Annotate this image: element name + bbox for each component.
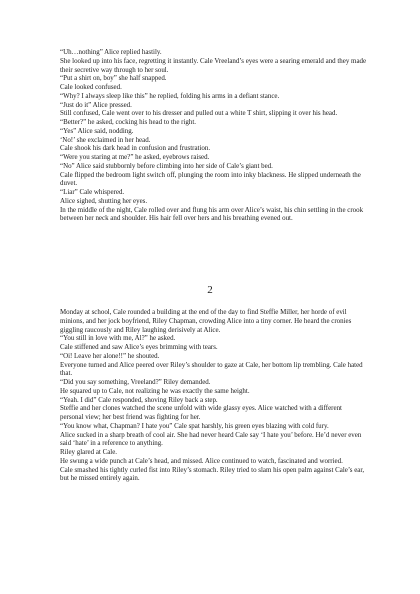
paragraph: Riley glared at Cale. [60, 448, 118, 456]
paragraph: He squared up to Cale, not realizing he was exactly the same height. [60, 386, 250, 395]
paragraph: In the middle of the night, Cale rolled over and flung his arm over Alice’s waist, his chin settling in the crook between her neck and shoulder. His hair fell over hers and his breathing evened out. [60, 205, 364, 223]
paragraph: She looked up into his face, regretting it instantly. Cale Vreeland’s eyes were a searing emerald and they made their secretive way through to her soul. [60, 56, 367, 74]
paragraph: “Were you staring at me?” he asked, eyebrows raised. [60, 153, 210, 161]
paragraph: “Why? I always sleep like this” he replied, folding his arms in a defiant stance. [60, 91, 280, 100]
paragraph: Still confused, Cale went over to his dresser and pulled out a white T shirt, slipping it over his head. [60, 109, 338, 118]
paragraph: Monday at school, Cale rounded a building at the end of the day to find Steffie Miller, her horde of evil minions, and her jock boyfriend, Riley Chapman, crowding Alice into a tiny corner. He heard the cronies giggling raucously and Riley laughing derisively at Alice. [60, 308, 352, 334]
paragraph: “Oi! Leave her alone!!” he shouted. [60, 351, 160, 360]
paragraph: Cale stiffened and saw Alice’s eyes brimming with tears. [60, 343, 218, 351]
paragraph: “You still in love with me, Al?” he asked. [60, 334, 176, 343]
paragraph: “Just do it” Alice pressed. [60, 100, 132, 109]
paragraph: Everyone turned and Alice peered over Riley’s shoulder to gaze at Cale, her bottom lip trembling. Cale hated that. [60, 360, 363, 378]
paragraph: “Put a shirt on, boy” she half snapped. [60, 74, 167, 83]
text-block-top [60, 48, 367, 223]
paragraph: Cale flipped the bedroom light switch off, plunging the room into inky blackness. He slipped underneath the duvet. [60, 170, 361, 188]
paragraph: ‘No!’ she exclaimed in her head. [60, 135, 151, 144]
paragraph: “Liar” Cale whispered. [60, 188, 125, 196]
paragraph: Cale shook his dark head in confusion and frustration. [60, 144, 211, 153]
paragraph: “Uh…nothing” Alice replied hastily. [60, 48, 162, 56]
paragraph: “You know what, Chapman? I hate you” Cale spat harshly, his green eyes blazing with cold fury. [60, 421, 329, 430]
paragraph: “Did you say something, Vreeland?” Riley demanded. [60, 378, 211, 386]
paragraph: Alice sucked in a sharp breath of cool air. She had never heard Cale say ‘I hate you’ before. He’d never even said ‘hate’ in a reference to anything. [60, 430, 362, 448]
paragraph: “Better?” he asked, cocking his head to the right. [60, 118, 197, 126]
paragraph: “Yes” Alice said, nodding. [60, 126, 134, 135]
paragraph: Steffie and her clones watched the scene unfold with wide glassy eyes. Alice watched with a different personal view; her best friend was fighting for her. [60, 404, 342, 421]
paragraph: He swung a wide punch at Cale’s head, and missed. Alice continued to watch, fascinated and worried. [60, 456, 343, 465]
paragraph: “Yeah. I did” Cale responded, shoving Riley back a step. [60, 395, 218, 404]
paragraph: Cale looked confused. [60, 83, 122, 91]
paragraph: “No” Alice said stubbornly before climbing into her side of Cale’s giant bed. [60, 161, 273, 170]
text-block-bottom [60, 308, 367, 483]
paragraph: Alice sighed, shutting her eyes. [60, 196, 148, 205]
chapter-number: 2 [207, 284, 213, 296]
paragraph: Cale smashed his tightly curled fist into Riley’s stomach. Riley tried to slam his open palm against Cale’s ear, but he missed entirely again. [60, 465, 365, 483]
